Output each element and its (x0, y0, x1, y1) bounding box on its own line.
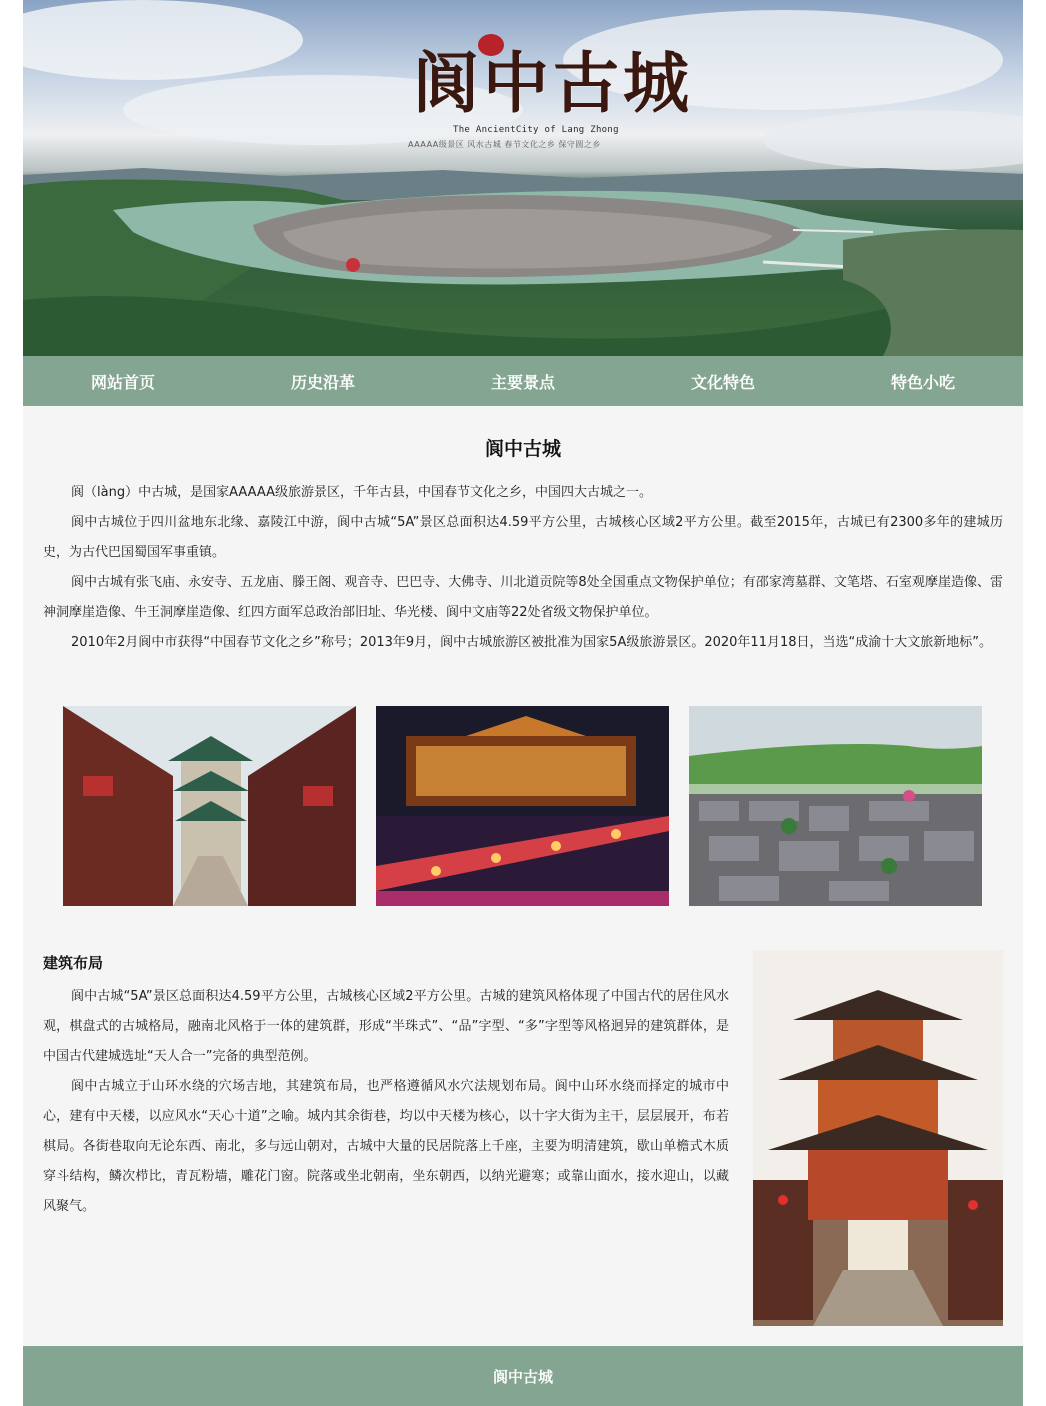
gallery-photo-aerial (689, 706, 982, 906)
section-title: 建筑布局 (43, 954, 104, 972)
page-title: 阆中古城 (484, 438, 561, 460)
architecture-paragraph: 阆中古城立于山环水绕的穴场吉地，其建筑布局，也严格遵循风水穴法规划布局。阆中山环水绕而择定的城市中心，建有中天楼，以应风水“天心十道”之喻。城内其余街巷，均以中天楼为核心，以十字大街为主干，层层展开，布若棋局。各街巷取向无论东西、南北，多与远山朝对，古城中大量的民居院落上千座，主要为明清建筑，歇山单檐式木质穿斗结构，鳞次栉比，青瓦粉墙，雕花门窗。院落或坐北朝南，坐东朝西，以纳光避寒；或靠山面水，接水迎山，以藏风聚气。 (43, 1079, 729, 1214)
nav-item-home[interactable]: 网站首页 (90, 372, 155, 392)
intro-paragraph: 阆（làng）中古城，是国家AAAAA级旅游景区，千年古县，中国春节文化之乡，中国四大古城之一。 (71, 485, 652, 500)
nav-item-attractions[interactable]: 主要景点 (490, 372, 555, 392)
main-nav (23, 356, 1023, 406)
gallery-photo-street (63, 706, 356, 906)
intro-paragraph: 2010年2月阆中市获得“中国春节文化之乡”称号；2013年9月，阆中古城旅游区被批准为国家5A级旅游景区。2020年11月18日，当选“成渝十大文旅新地标”。 (71, 635, 992, 650)
nav-item-culture[interactable]: 文化特色 (690, 372, 755, 392)
nav-item-history[interactable]: 历史沿革 (290, 372, 355, 392)
banner-title: 阆中古城 (413, 44, 693, 122)
tower-photo (753, 950, 1003, 1326)
architecture-section (43, 982, 729, 1222)
intro-paragraph: 阆中古城位于四川盆地东北缘、嘉陵江中游，阆中古城“5A”景区总面积达4.59平方公里，古城核心区域2平方公里。截至2015年，古城已有2300多年的建城历史，为古代巴国蜀国军事重镇。 (43, 515, 1003, 560)
banner-subtitle: The AncientCity of Lang Zhong (453, 125, 619, 135)
intro-paragraph: 阆中古城有张飞庙、永安寺、五龙庙、滕王阁、观音寺、巴巴寺、大佛寺、川北道贡院等8处全国重点文物保护单位；有邵家湾墓群、文笔塔、石室观摩崖造像、雷神洞摩崖造像、牛王洞摩崖造像、红四方面军总政治部旧址、华光楼、阆中文庙等22处省级文物保护单位。 (43, 575, 1003, 620)
banner-photo (23, 0, 1023, 356)
gallery-photo-night (376, 706, 669, 906)
footer: 阆中古城 (23, 1346, 1023, 1406)
page (23, 0, 1023, 1406)
architecture-paragraph: 阆中古城“5A”景区总面积达4.59平方公里，古城核心区域2平方公里。古城的建筑风格体现了中国古代的居住风水观，棋盘式的古城格局，融南北风格于一体的建筑群，形成“半珠式”、“品”字型、“多”字型等风格迥异的建筑群体，是中国古代建城选址“天人合一”完备的典型范例。 (43, 989, 729, 1064)
nav-item-snacks[interactable]: 特色小吃 (890, 372, 955, 392)
intro-section (43, 478, 1003, 658)
banner-tagline: AAAAA级景区 风水古城 春节文化之乡 保守圆之乡 (408, 140, 601, 149)
